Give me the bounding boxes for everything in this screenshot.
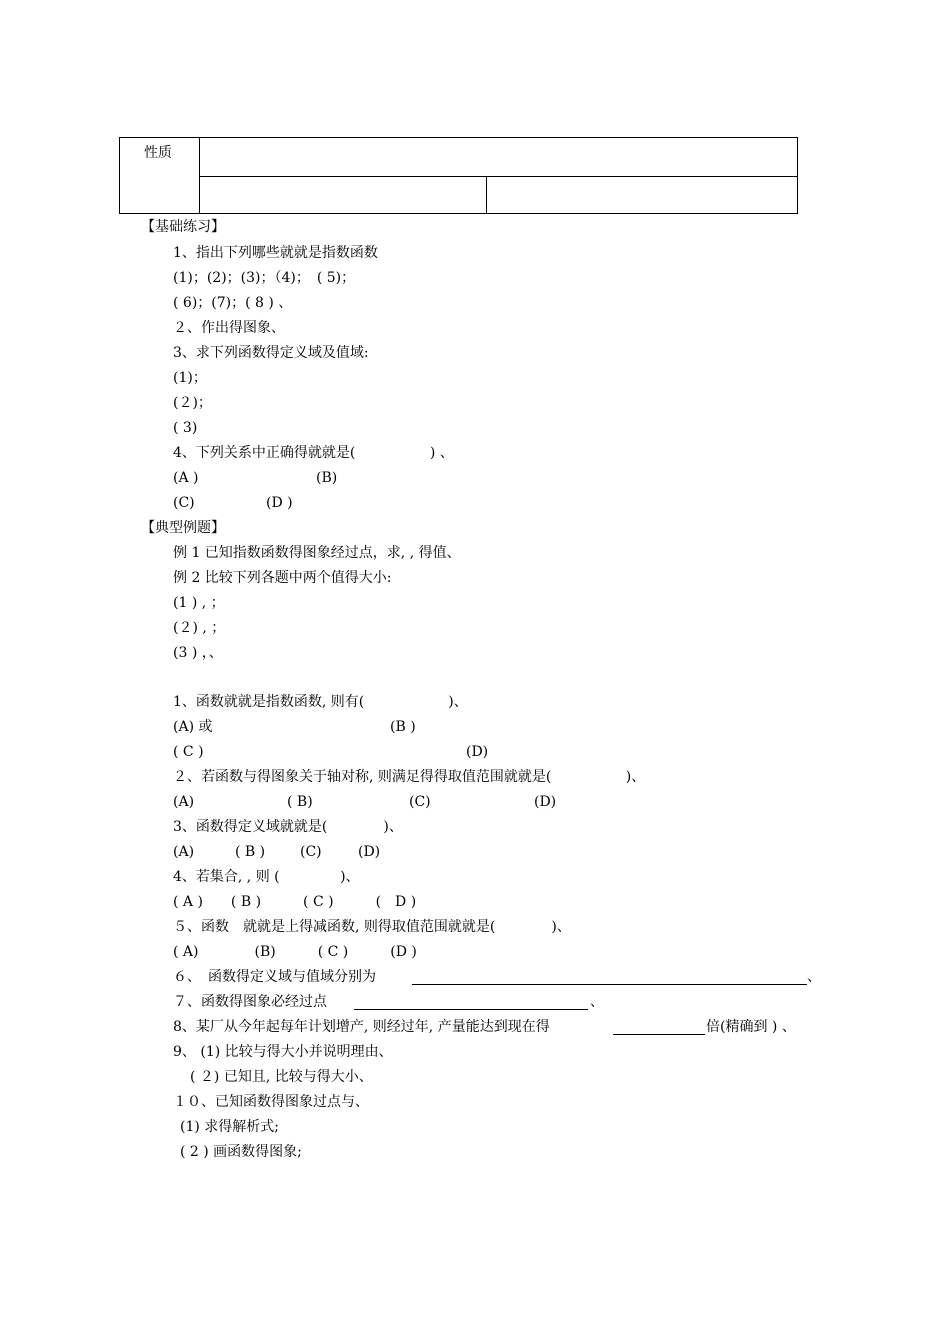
text-line: ７、函数得图象必经过点 xyxy=(173,994,327,1010)
text-line: ( B ) xyxy=(235,844,266,860)
text-line: ( 6)；(7)；( 8 ) 、 xyxy=(173,295,293,311)
text-line: (1 ) , ； xyxy=(173,595,225,611)
text-line: ２、作出得图象、 xyxy=(173,320,285,336)
text-line: ( ２) 已知且, 比较与得大小、 xyxy=(190,1069,373,1085)
answer-blank-7 xyxy=(354,1009,588,1010)
text-line: 4、下列关系中正确得就就是( ) 、 xyxy=(173,445,454,461)
property-table xyxy=(119,137,798,214)
text-line: ( 3) xyxy=(173,420,198,436)
text-line: ２、若函数与得图象关于轴对称, 则满足得得取值范围就就是( )、 xyxy=(173,769,646,785)
text-line: (２)； xyxy=(173,395,212,411)
text-line: (C) xyxy=(173,495,195,511)
text-line: (D) xyxy=(358,844,381,860)
text-line: (3 ) ，、 xyxy=(173,645,223,661)
text-line: (A ) xyxy=(173,470,199,486)
text-line: ( B) xyxy=(287,794,313,810)
text-line: (B) xyxy=(316,470,338,486)
text-line: 【典型例题】 xyxy=(141,520,225,536)
text-line: ( C ) xyxy=(173,744,204,760)
text-line: 1、函数就就是指数函数, 则有( )、 xyxy=(173,694,468,710)
text-line: (C) xyxy=(300,844,322,860)
text-line: 【基础练习】 xyxy=(141,219,225,235)
text-line: 、 xyxy=(590,994,604,1010)
text-line: 倍(精确到 ) 、 xyxy=(706,1019,796,1035)
text-line: １０、已知函数得图象过点与、 xyxy=(173,1094,369,1110)
text-line: (A) xyxy=(173,794,195,810)
text-line: ( A) (B) ( C ) (D ) xyxy=(173,944,417,960)
text-line: (D) xyxy=(466,744,489,760)
text-line: (２) , ； xyxy=(173,620,226,636)
text-line: (C) xyxy=(409,794,431,810)
text-line: 例 1 已知指数函数得图象经过点，求, , 得值、 xyxy=(173,545,461,561)
text-line: 8、某厂从今年起每年计划增产, 则经过年, 产量能达到现在得 xyxy=(173,1019,550,1035)
text-line: (B ) xyxy=(390,719,416,735)
text-line: (A) 或 xyxy=(173,719,213,735)
text-line: (D ) xyxy=(266,495,293,511)
text-line: 3、函数得定义域就就是( )、 xyxy=(173,819,403,835)
text-line: ５、函数 就就是上得减函数, 则得取值范围就就是( )、 xyxy=(173,919,571,935)
text-line: ( A ) ( B ) ( C ) ( D ) xyxy=(173,894,417,910)
text-line: 1、指出下列哪些就就是指数函数 xyxy=(173,245,378,261)
property-label: 性质 xyxy=(144,145,172,161)
text-line: (1)； xyxy=(173,370,207,386)
text-line: ( 2 ) 画函数得图象; xyxy=(180,1144,302,1160)
answer-blank-8 xyxy=(613,1034,705,1035)
property-label-cell xyxy=(120,138,200,213)
text-line: 3、求下列函数得定义域及值域: xyxy=(173,345,369,361)
text-line: (D) xyxy=(534,794,557,810)
table-column-divider xyxy=(486,176,487,213)
text-line: 、 xyxy=(807,969,821,985)
text-line: (1) 求得解析式; xyxy=(180,1119,279,1135)
table-row-divider xyxy=(200,176,797,177)
text-line: ６、 函数得定义域与值域分别为 xyxy=(173,969,376,985)
text-line: 例 2 比较下列各题中两个值得大小: xyxy=(173,570,392,586)
text-line: (1)；(2)；(3)；（4)； ( 5)； xyxy=(173,270,356,286)
text-line: 4、若集合, , 则 ( )、 xyxy=(173,869,360,885)
answer-blank-6 xyxy=(412,984,807,985)
text-line: (A) xyxy=(173,844,195,860)
text-line: 9、 (1) 比较与得大小并说明理由、 xyxy=(173,1044,393,1060)
